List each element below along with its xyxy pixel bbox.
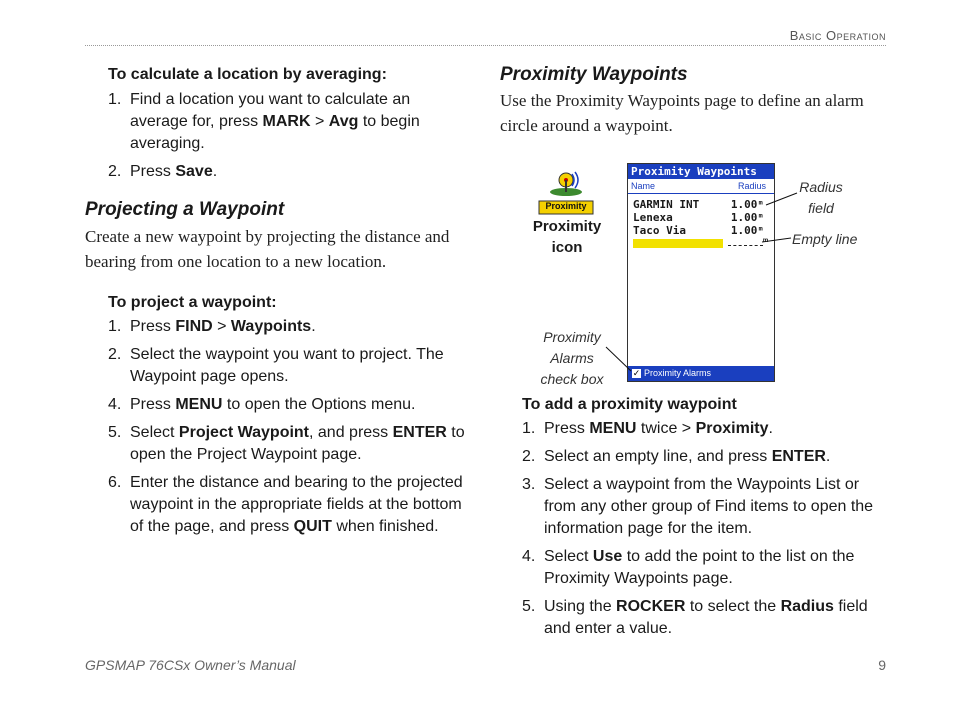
- key-term: Project Waypoint: [178, 424, 310, 441]
- column-radius: Radius: [737, 181, 766, 191]
- averaging-heading: To calculate a location by averaging:: [108, 66, 387, 83]
- step-text: >: [310, 113, 329, 130]
- proximity-alarms-callout: [532, 327, 612, 390]
- step-number: 1.: [108, 91, 122, 108]
- add-proximity-heading: To add a proximity waypoint: [522, 396, 737, 413]
- row-name: Lenexa: [633, 211, 673, 224]
- step-text: Enter the distance and bearing to the projected waypoint in the appropriate fields at the bottom of the page, and press: [130, 474, 463, 535]
- step-text: .: [825, 448, 831, 465]
- proximity-icon-label: Proximity: [545, 201, 587, 211]
- empty-line-callout: Empty line: [792, 231, 858, 247]
- caption-line: Proximity: [532, 218, 602, 235]
- project-heading: To project a waypoint:: [108, 294, 277, 311]
- check-icon[interactable]: ✓: [632, 368, 641, 378]
- list-item: [522, 418, 890, 440]
- projecting-title: Projecting a Waypoint: [85, 199, 285, 220]
- row-radius: 1.00ᵐ: [730, 198, 764, 211]
- step-text: Select: [544, 548, 593, 565]
- step-text: Select the waypoint you want to project. The Waypoint page opens.: [130, 346, 444, 385]
- add-proximity-block: [522, 396, 890, 646]
- step-number: 5.: [108, 424, 122, 441]
- projecting-intro: Create a new waypoint by projecting the distance and bearing from one location to a new location.: [85, 227, 450, 271]
- list-item: [522, 546, 890, 590]
- step-text: Press: [130, 318, 176, 335]
- caption-line: icon: [551, 239, 583, 256]
- screen-title: Proximity Waypoints: [628, 164, 774, 179]
- step-text: to add the point to the list on the Proximity Waypoints page.: [544, 548, 855, 587]
- step-text: Press: [130, 163, 176, 180]
- proximity-alarms-label: Proximity Alarms: [644, 368, 712, 378]
- page-number: 9: [878, 657, 886, 673]
- callout-line: Proximity: [543, 329, 601, 345]
- step-text: Using the: [544, 598, 617, 615]
- step-text: .: [311, 318, 316, 335]
- step-number: 4.: [108, 396, 122, 413]
- list-item: [522, 596, 890, 640]
- step-text: Select: [130, 424, 179, 441]
- proximity-intro: Use the Proximity Waypoints page to define an alarm circle around a waypoint.: [500, 91, 864, 135]
- add-proximity-steps: [522, 418, 890, 640]
- step-text: Press: [130, 396, 176, 413]
- list-item: [522, 446, 890, 468]
- section-header: Basic Operation: [789, 28, 886, 43]
- step-text: Select an empty line, and press: [544, 448, 772, 465]
- key-term: Save: [175, 163, 213, 180]
- callout-line: check box: [540, 371, 604, 387]
- step-text: Select a waypoint from the Waypoints List or from any other group of Find items to open the information page for the item.: [544, 476, 874, 537]
- row-name: Taco Via: [633, 224, 686, 237]
- row-radius: 1.00ᵐ: [730, 224, 764, 237]
- empty-radius-unit: ᵐ: [763, 236, 769, 246]
- key-term: QUIT: [293, 518, 332, 535]
- step-text: >: [212, 318, 231, 335]
- row-radius: 1.00ᵐ: [730, 211, 764, 224]
- step-text: , and press: [309, 424, 393, 441]
- key-term: ROCKER: [616, 598, 686, 615]
- list-item: [522, 474, 890, 540]
- key-term: ENTER: [392, 424, 447, 441]
- step-number: 2.: [108, 346, 122, 363]
- key-term: MENU: [589, 420, 637, 437]
- step-number: 1.: [522, 420, 536, 437]
- key-term: Proximity: [695, 420, 769, 437]
- step-number: 6.: [108, 474, 122, 491]
- key-term: ENTER: [771, 448, 826, 465]
- callout-line: Alarms: [550, 350, 594, 366]
- step-text: Find a location you want to calculate an average for, press: [130, 91, 411, 130]
- step-number: 2.: [108, 163, 122, 180]
- row-name: GARMIN INT: [633, 198, 700, 211]
- step-text: to select the: [685, 598, 781, 615]
- step-text: twice >: [636, 420, 696, 437]
- step-text: to begin averaging.: [130, 113, 420, 152]
- step-number: 2.: [522, 448, 536, 465]
- key-term: Radius: [780, 598, 834, 615]
- step-number: 1.: [108, 318, 122, 335]
- step-text: when finished.: [331, 518, 439, 535]
- key-term: FIND: [175, 318, 213, 335]
- step-text: field and enter a value.: [544, 598, 868, 637]
- step-text: to open the Options menu.: [222, 396, 416, 413]
- step-number: 4.: [522, 548, 536, 565]
- key-term: Waypoints: [230, 318, 312, 335]
- key-term: MENU: [175, 396, 223, 413]
- callout-line: field: [808, 200, 834, 216]
- callout-line: Radius: [799, 179, 843, 195]
- key-term: Avg: [328, 113, 359, 130]
- manual-title: GPSMAP 76CSx Owner’s Manual: [85, 657, 296, 673]
- step-number: 5.: [522, 598, 536, 615]
- radius-field-callout: [790, 177, 852, 219]
- step-text: to open the Project Waypoint page.: [130, 424, 465, 463]
- column-name: Name: [631, 181, 656, 191]
- step-text: .: [768, 420, 773, 437]
- step-text: .: [212, 163, 218, 180]
- proximity-title: Proximity Waypoints: [500, 64, 688, 85]
- key-term: MARK: [262, 113, 311, 130]
- key-term: Use: [592, 548, 623, 565]
- step-number: 3.: [522, 476, 536, 493]
- step-text: Press: [544, 420, 590, 437]
